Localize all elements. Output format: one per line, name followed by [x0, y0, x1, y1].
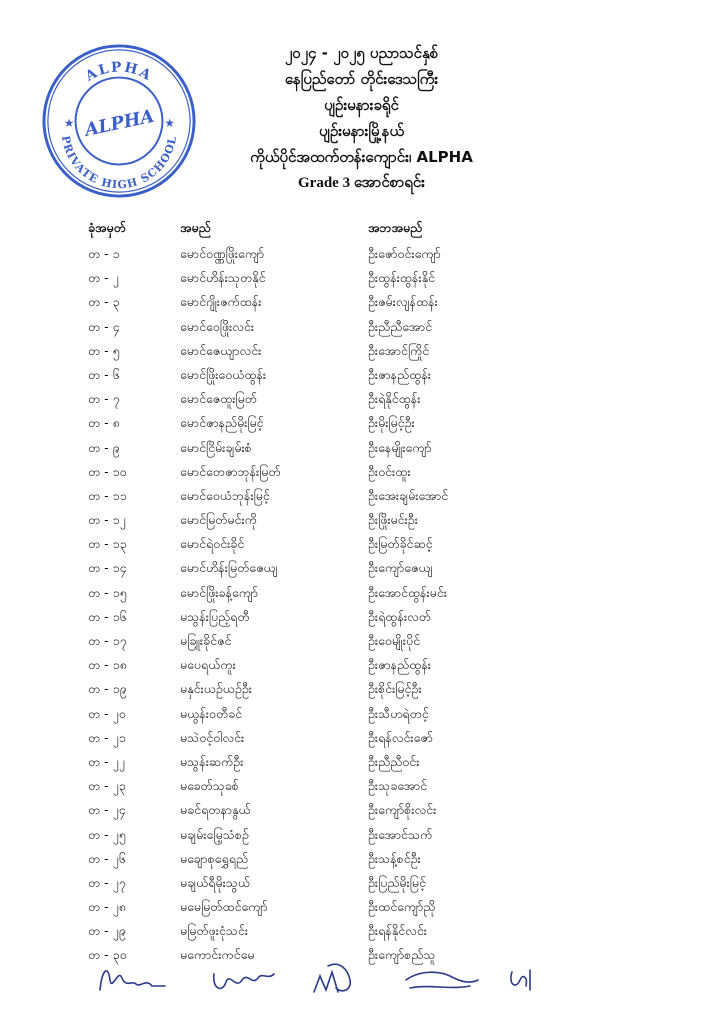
table-row: [88, 436, 648, 460]
seat-no-cell: တ - ၁၆: [88, 608, 127, 624]
seat-no-cell: တ - ၈: [88, 415, 120, 431]
seat-no-cell: တ - ၁၅: [88, 584, 127, 600]
seat-no-cell: တ - ၂၆: [88, 850, 126, 866]
father-name-cell: ဦးအေးချမ်းအောင်: [368, 487, 449, 503]
student-name-cell: မနှင်းယဉ်ယဉ်ဦး: [180, 681, 252, 697]
seat-no-cell: တ - ၂၉: [88, 923, 126, 939]
table-row: [88, 460, 648, 484]
table-row: [88, 339, 648, 363]
father-name-cell: ဦးမိုးမြင့်ဦး: [368, 415, 415, 431]
seat-no-cell: တ - ၄: [88, 318, 120, 334]
student-name-cell: မမြတ်ဖူးငုံသင်း: [180, 923, 248, 939]
student-name-cell: မခြူးခိုင်ဇင်: [180, 633, 232, 648]
student-name-cell: မချမ်းမြေ့သံစဉ်: [180, 826, 249, 842]
seat-no-cell: တ - ၂၇: [88, 874, 126, 890]
father-name-cell: ဦးဇမ်းလျန်ထန်း: [368, 294, 438, 310]
seat-no-cell: တ - ၂: [88, 270, 119, 286]
father-name-cell: ဦးဇာနည်ထွန်း: [368, 366, 431, 382]
table-row: [88, 290, 648, 314]
table-row: [88, 750, 648, 774]
student-name-cell: မောင်ရဲဝင်းခိုင်: [180, 536, 245, 552]
father-name-cell: ဦးဇာနည်ထွန်း: [368, 657, 431, 673]
father-name-cell: ဦးထင်ကျော်ညို: [368, 899, 436, 915]
student-name-cell: မောင်ဇေယျာလင်း: [180, 342, 262, 358]
student-name-cell: မခင်ရတနာနွယ်: [180, 802, 251, 818]
svg-text:★: ★: [63, 115, 75, 130]
father-name-cell: ဦးဖြိုးမင်းဦး: [368, 512, 418, 528]
table-row: [88, 726, 648, 750]
father-name-cell: ဦးညီညီဝင်း: [368, 753, 420, 769]
father-name-cell: ဦးသန့်စင်ဦး: [368, 850, 421, 866]
father-name-cell: ဦးရန်လင်းဇော်: [368, 729, 433, 745]
seat-no-cell: တ - ၁: [88, 246, 120, 261]
seat-no-cell: တ - ၂၂: [88, 753, 125, 769]
father-name-cell: ဦးအောင်ထွန်းမင်း: [368, 584, 447, 600]
table-row: [88, 629, 648, 653]
student-name-cell: မောင်ဝေယံဘုန်းမြင့်: [180, 487, 270, 503]
father-name-cell: ဦးရဲထွန်းလတ်: [368, 608, 431, 624]
father-name-cell: ဦးဝင်းထူး: [368, 463, 411, 479]
student-name-cell: မောင်ဟိန်းသုတနိုင်: [180, 270, 266, 286]
seat-no-cell: တ - ၉: [88, 439, 120, 455]
table-row: [88, 363, 648, 387]
seat-no-cell: တ - ၁၉: [88, 681, 127, 697]
seat-no-cell: တ - ၂၁: [88, 729, 126, 745]
col-father-name: အဘအမည်: [368, 220, 423, 235]
academic-year: ၂၀၂၄ - ၂၀၂၅ ပညာသင်နှစ်: [284, 44, 439, 62]
table-row: [88, 653, 648, 677]
township: ပျဉ်းမနားမြို့နယ်: [318, 122, 405, 140]
student-name-cell: မောင်တေဇာဘုန်းမြတ်: [180, 463, 281, 479]
stamp-bottom-text: PRIVATE HIGH SCHOOL: [58, 134, 180, 192]
student-name-cell: မခေတ်သုခစ်: [180, 778, 239, 794]
table-row: [88, 581, 648, 605]
table-row: [88, 484, 648, 508]
father-name-cell: ဦးဇော်ဝင်းကျော်: [368, 246, 441, 261]
seat-no-cell: တ - ၁၄: [88, 560, 127, 576]
table-row: [88, 242, 648, 266]
seat-no-cell: တ - ၁၇: [88, 633, 127, 648]
table-row: [88, 387, 648, 411]
signature-3: [314, 964, 350, 992]
student-name-cell: မောင်ဝဏ္ဏဖြိုးကျော်: [180, 246, 265, 261]
stamp-top-text: ALPHA: [82, 59, 156, 85]
father-name-cell: ဦးမြတ်ခိုင်ဆင့်: [368, 536, 433, 552]
father-name-cell: ဦးနေမျိုးကျော်: [368, 439, 432, 455]
region: နေပြည်တော် တိုင်းဒေသကြီး: [284, 70, 439, 88]
district: ပျဉ်းမနားခရိုင်: [324, 96, 399, 114]
seat-no-cell: တ - ၂၃: [88, 778, 126, 794]
signature-4: [406, 972, 478, 988]
seat-no-cell: တ - ၂၀: [88, 705, 126, 721]
student-name-cell: မောင်ဇေထူးမြတ်: [180, 391, 257, 407]
signatures: [0, 950, 723, 1010]
student-name-cell: မသွန်းဆက်ဦး: [180, 753, 244, 769]
seat-no-cell: တ - ၃၀: [88, 947, 127, 963]
table-row: [88, 919, 648, 943]
student-name-cell: မောင်ဖြိုးဝေယံထွန်း: [180, 366, 267, 382]
seat-no-cell: တ - ၆: [88, 366, 120, 382]
seat-no-cell: တ - ၇: [88, 391, 120, 407]
results-table: [88, 216, 648, 968]
table-row: [88, 798, 648, 822]
table-row: [88, 871, 648, 895]
student-name-cell: မချယ်ရီမိုးသွယ်: [180, 874, 250, 890]
signature-2: [214, 974, 274, 988]
student-name-cell: မမေမြတ်ထင်ကျော်: [180, 899, 268, 915]
col-seat-no: ခုံအမှတ်: [88, 220, 126, 235]
seat-no-cell: တ - ၅: [88, 342, 120, 358]
table-row: [88, 532, 648, 556]
seat-no-cell: တ - ၁၂: [88, 512, 126, 528]
student-name-cell: မယွန်းဝတီခင်: [180, 705, 243, 721]
student-name-cell: မောင်ဖြိုးခန့်ကျော်: [180, 584, 259, 600]
student-name-cell: မကောင်းကင်မေ: [180, 947, 255, 963]
father-name-cell: ဦးအောင်ကြိုင်: [368, 342, 430, 358]
document-header: [0, 40, 723, 196]
student-name-cell: မပေရယ်ကူး: [180, 657, 236, 673]
seat-no-cell: တ - ၃: [88, 294, 120, 310]
table-row: [88, 266, 648, 290]
table-row: [88, 847, 648, 871]
seat-no-cell: တ - ၁၀: [88, 463, 127, 479]
svg-text:★: ★: [164, 115, 176, 130]
table-row: [88, 677, 648, 701]
table-row: [88, 411, 648, 435]
table-row: [88, 556, 648, 580]
school-name: ကိုယ်ပိုင်အထက်တန်းကျောင်း၊ ALPHA: [250, 148, 473, 166]
father-name-cell: ဦးရဲနိုင်ထွန်း: [368, 391, 421, 407]
table-row: [88, 315, 648, 339]
student-name-cell: မောင်ဇာနည်မိုးမြင့်: [180, 415, 264, 431]
father-name-cell: ဦးထွန်းထွန်းနိုင်: [368, 270, 435, 286]
student-name-cell: မသဲဝင့်ဝါလင်း: [180, 729, 245, 745]
table-row: [88, 774, 648, 798]
student-name-cell: မောင်ဝေဖြိုးလင်း: [180, 318, 255, 334]
father-name-cell: ဦးစိုင်းမြင့်ဦး: [368, 681, 422, 697]
table-row: [88, 823, 648, 847]
father-name-cell: ဦးရန်နိုင်လင်း: [368, 923, 427, 939]
father-name-cell: ဦးကျော်စည်သူ: [368, 947, 436, 963]
father-name-cell: ဦးအောင်သက်: [368, 826, 433, 842]
table-row: [88, 605, 648, 629]
seat-no-cell: တ - ၂၅: [88, 826, 126, 842]
father-name-cell: ဦးသုခအောင်: [368, 778, 428, 794]
table-header: [88, 216, 648, 242]
student-name-cell: မောင်ငြိမ်းချမ်းစံ: [180, 439, 252, 455]
father-name-cell: ဦးသီဟရဲတင့်: [368, 705, 429, 721]
student-name-cell: မသွန်းပြည့်ရတီ: [180, 608, 250, 624]
table-row: [88, 508, 648, 532]
seat-no-cell: တ - ၁၈: [88, 657, 127, 673]
student-name-cell: မောင်မြတ်မင်းကို: [180, 512, 257, 528]
father-name-cell: ဦးကျော်ဇေယျ: [368, 560, 433, 576]
student-name-cell: မောင်ဟိန်းမြတ်ဇေယျ: [180, 560, 278, 576]
student-name-cell: မောင်ဂျိုးဇက်ထန်း: [180, 294, 262, 310]
table-row: [88, 895, 648, 919]
father-name-cell: ဦးညီညီအောင်: [368, 318, 433, 334]
stamp-center-text: ALPHA: [82, 105, 157, 141]
signature-5: [511, 970, 530, 990]
list-title: Grade 3 အောင်စာရင်း: [298, 175, 425, 191]
signature-1: [100, 971, 165, 990]
col-name: အမည်: [180, 220, 211, 235]
seat-no-cell: တ - ၁၃: [88, 536, 127, 552]
student-name-cell: မချောစုရွှေရည်: [180, 850, 249, 866]
seat-no-cell: တ - ၂၄: [88, 802, 126, 818]
seat-no-cell: တ - ၂၈: [88, 899, 126, 915]
seat-no-cell: တ - ၁၁: [88, 487, 127, 503]
father-name-cell: ဦးဝေမျိုးပိုင်: [368, 633, 421, 648]
father-name-cell: ဦးကျော်စိုးလင်း: [368, 802, 437, 818]
father-name-cell: ဦးပြည်မိုးမြင့်: [368, 874, 426, 890]
table-row: [88, 702, 648, 726]
